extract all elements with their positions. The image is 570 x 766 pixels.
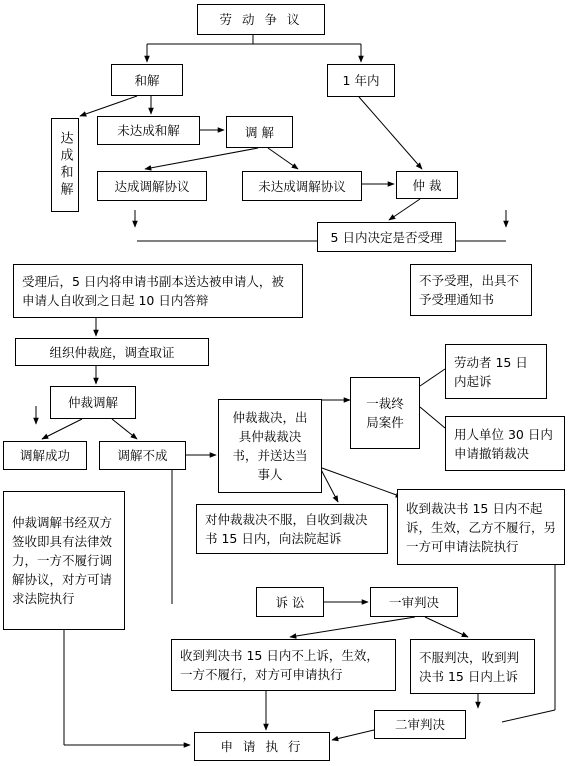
arbitration-mediation-node: [50, 386, 136, 419]
judgment-effective-node: [171, 639, 396, 691]
form-tribunal-label: 组织仲裁庭，调查取证: [49, 344, 175, 360]
worker-sue-label: 劳动者 15 日内起诉: [454, 354, 528, 389]
final-award-cases-label: 一裁终局案件: [366, 396, 404, 430]
appeal-node: [410, 639, 535, 694]
worker-sue-node: [445, 344, 547, 399]
first-instance-label: 一审判决: [388, 594, 439, 610]
reach-mediation-agreement-label: 达成调解协议: [114, 178, 190, 194]
arbitral-award-label: 仲裁裁决，出具仲裁裁决书，并送达当事人: [232, 410, 308, 482]
award-effective-label: 收到裁决书 15 日内不起诉，生效，乙方不履行，另一方可申请法院执行: [406, 500, 557, 554]
litigation-label: 诉 讼: [275, 594, 305, 610]
appeal-label: 不服判决，收到判决书 15 日内上诉: [419, 649, 520, 684]
not-accepted-label: 不予受理，出具不予受理通知书: [419, 273, 520, 307]
labor-dispute-label: 劳 动 争 议: [219, 12, 303, 27]
mediation-success-node: [3, 441, 87, 470]
award-objection-label: 对仲裁裁决不服，自收到裁决书 15 日内，向法院起诉: [205, 512, 368, 546]
no-mediation-agreement-node: [242, 171, 362, 201]
award-objection-node: [196, 504, 388, 554]
final-award-cases-node: [350, 377, 420, 449]
reach-settlement-label: 达成和解: [57, 131, 73, 199]
not-accepted-node: [410, 264, 532, 316]
arbitration-label: 仲 裁: [412, 177, 442, 193]
after-acceptance-node: [13, 264, 303, 318]
mediation-success-label: 调解成功: [19, 448, 70, 463]
mediation-failure-label: 调解不成: [117, 448, 168, 463]
second-instance-node: [374, 710, 466, 739]
mediation-statement-label: 仲裁调解书经双方签收即具有法律效力，一方不履行调解协议，对方可请求法院执行: [12, 515, 113, 606]
settlement-label: 和解: [134, 72, 160, 88]
no-settlement-node: [97, 116, 200, 145]
labor-dispute-node: [197, 4, 325, 35]
second-instance-label: 二审判决: [394, 717, 445, 732]
employer-revoke-node: [445, 416, 565, 471]
apply-execution-label: 申 请 执 行: [220, 739, 304, 754]
form-tribunal-node: [15, 338, 209, 366]
employer-revoke-label: 用人单位 30 日内申请撤销裁决: [454, 426, 553, 461]
arbitral-award-node: [218, 399, 322, 493]
mediation-failure-node: [99, 441, 186, 470]
no-mediation-agreement-label: 未达成调解协议: [258, 178, 346, 194]
no-settlement-label: 未达成和解: [117, 123, 180, 138]
within-one-year-label: 1 年内: [342, 73, 380, 88]
judgment-effective-label: 收到判决书 15 日内不上诉，生效，一方不履行，对方可申请执行: [180, 648, 379, 682]
acceptance-decision-node: [317, 222, 456, 252]
mediation-statement-node: [3, 491, 125, 630]
settlement-node: [111, 64, 183, 96]
reach-settlement-node: [51, 118, 79, 212]
arbitration-mediation-label: 仲裁调解: [67, 395, 118, 410]
within-one-year-node: [327, 64, 395, 97]
mediation-node: [226, 116, 293, 148]
first-instance-node: [370, 587, 458, 617]
acceptance-decision-label: 5 日内决定是否受理: [330, 229, 443, 245]
mediation-label: 调 解: [245, 124, 274, 140]
reach-mediation-agreement-node: [97, 171, 207, 201]
litigation-node: [256, 587, 324, 617]
after-acceptance-label: 受理后，5 日内将申请书副本送达被申请人，被申请人自收到之日起 10 日内答辩: [22, 274, 284, 308]
award-effective-node: [397, 489, 565, 565]
apply-execution-node: [194, 732, 330, 761]
arbitration-node: [396, 171, 458, 199]
